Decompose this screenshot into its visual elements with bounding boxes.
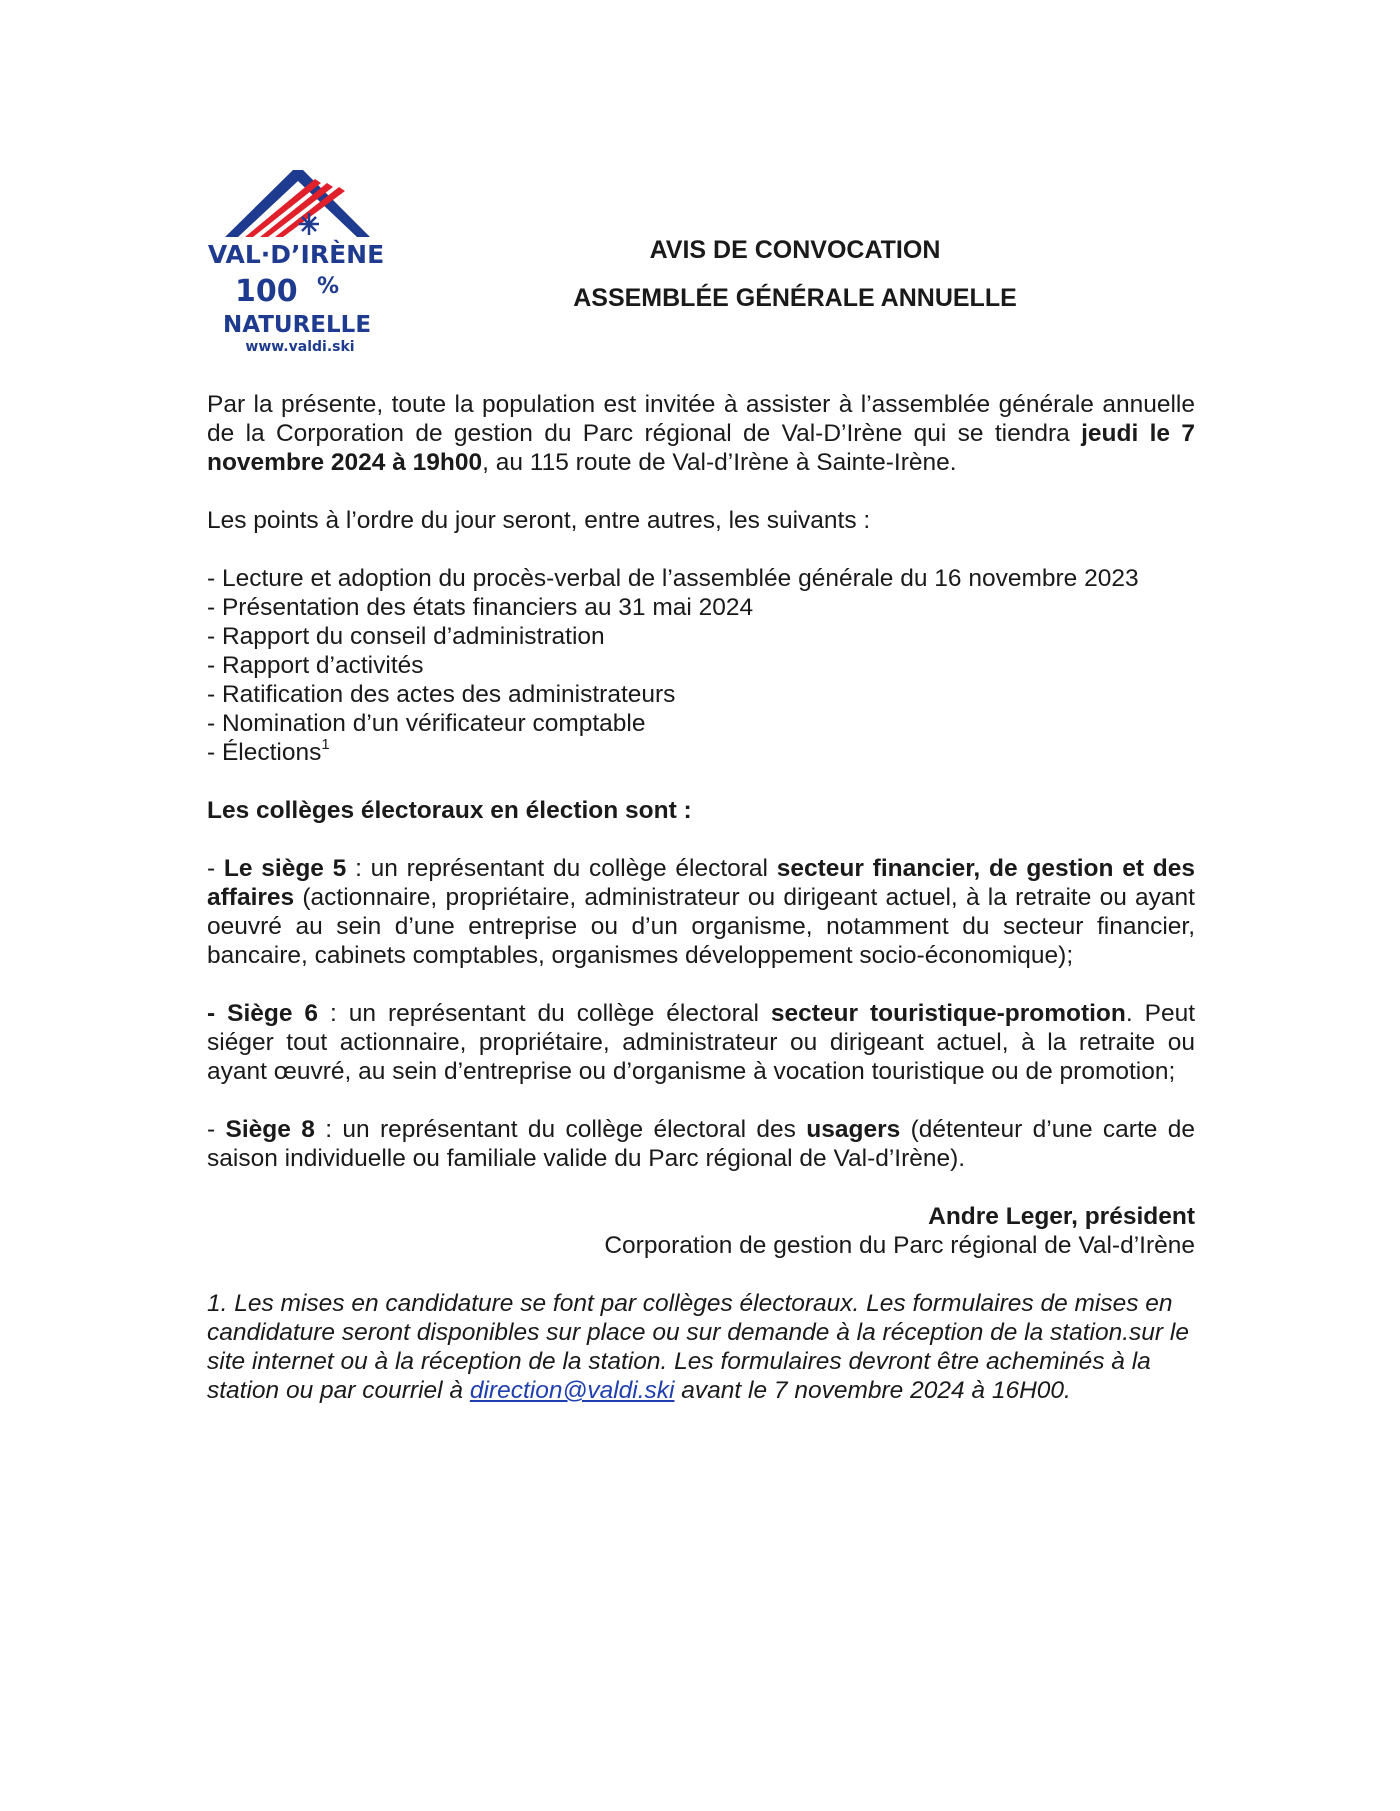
seat-8-text-2: (détenteur d’une carte de saison individuelle ou familiale valide du Parc régional de Val-d’Irène). (207, 1116, 1195, 1172)
seat-5-label: Le siège 5 (223, 855, 347, 882)
logo-percent-text: % (317, 274, 340, 299)
val-direne-logo (205, 165, 385, 365)
seat-5-paragraph (207, 854, 1195, 970)
seat-6-sector: secteur touristique-promotion (770, 1000, 1126, 1027)
seat-5-text-1: : un représentant du collège électoral (346, 855, 777, 882)
agenda-item: - Rapport du conseil d’administration (207, 623, 605, 650)
agenda-item: - Présentation des états financiers au 31 mai 2024 (207, 594, 754, 621)
seat-8-paragraph (207, 1115, 1195, 1173)
logo-website-text: www.valdi.ski (245, 339, 355, 355)
agenda-item (207, 735, 1195, 767)
agenda-item: - Nomination d’un vérificateur comptable (207, 710, 646, 737)
meeting-date: jeudi le 7 novembre 2024 à 19h00 (207, 420, 1196, 476)
footnote-text-1: 1. Les mises en candidature se font par collèges électoraux. Les formulaires de mises en candidature seront disponibles sur place ou sur demande à la réception de la station.sur le site internet ou à la réception de la station. Les formulaires devront être acheminés à la station ou par courriel à (207, 1290, 1189, 1404)
logo-100-text: 100 (235, 274, 298, 309)
logo-naturelle-text: NATURELLE (222, 312, 372, 338)
signatory-name (207, 1202, 1195, 1231)
intro-text-1: Par la présente, toute la population est invitée à assister à l’assemblée générale annuelle de la Corporation de gestion du Parc régional de Val-D’Irène qui se tiendra (207, 391, 1195, 447)
email-link[interactable]: direction@valdi.ski (469, 1377, 675, 1404)
intro-paragraph (207, 390, 1195, 477)
agenda-item: - Ratification des actes des administrateurs (207, 681, 676, 708)
agenda-list (207, 564, 1195, 767)
footnote (207, 1289, 1195, 1405)
seat-6-text-2: . Peut siéger tout actionnaire, propriétaire, administrateur ou dirigeant actuel, à la retraite ou ayant œuvré, au sein d’entreprise ou d’organisme à vocation touristique ou de promotion; (207, 1000, 1196, 1085)
seat-8-sector: usagers (806, 1116, 901, 1143)
seat-8-text-1: : un représentant du collège électoral des (314, 1116, 807, 1143)
footnote-marker: 1 (321, 735, 330, 753)
seat-6-label: - Siège 6 (207, 1000, 319, 1027)
agenda-item: - Lecture et adoption du procès-verbal de l’assemblée générale du 16 novembre 2023 (207, 565, 1139, 592)
title-line-1: AVIS DE CONVOCATION (649, 236, 941, 264)
colleges-heading-text: Les collèges électoraux en élection sont : (207, 797, 692, 824)
signatory-name-text: Andre Leger, président (928, 1203, 1195, 1230)
logo-brand-text: VAL·D’IRÈNE (207, 240, 385, 269)
notice-title (520, 226, 1070, 322)
seat-8-prefix: - (207, 1116, 226, 1143)
seat-5-prefix: - (207, 855, 224, 882)
seat-5-text-2: (actionnaire, propriétaire, administrateur ou dirigeant actuel, à la retraite ou ayant oeuvré au sein d’une entreprise ou d’un organisme, notamment du secteur financier, bancaire, cabinets comptables, organismes développement socio-économique); (207, 884, 1195, 969)
seat-5-sector: secteur financier, de gestion et des affaires (207, 855, 1195, 911)
seat-6-text-1: : un représentant du collège électoral (318, 1000, 771, 1027)
seat-8-label: Siège 8 (225, 1116, 315, 1143)
colleges-heading (207, 796, 1195, 825)
agenda-item-text: - Élections (207, 739, 322, 766)
agenda-item: - Rapport d’activités (207, 652, 424, 679)
signatory-organization: Corporation de gestion du Parc régional de Val-d’Irène (604, 1232, 1195, 1259)
agenda-heading: Les points à l’ordre du jour seront, entre autres, les suivants : (207, 507, 871, 534)
intro-text-2: , au 115 route de Val-d’Irène à Sainte-Irène. (482, 449, 957, 476)
seat-6-paragraph (207, 999, 1195, 1086)
title-line-2: ASSEMBLÉE GÉNÉRALE ANNUELLE (573, 284, 1017, 312)
footnote-text-2: avant le 7 novembre 2024 à 16H00. (674, 1377, 1071, 1404)
signature-block (207, 1202, 1195, 1260)
notice-body (207, 390, 1195, 1405)
